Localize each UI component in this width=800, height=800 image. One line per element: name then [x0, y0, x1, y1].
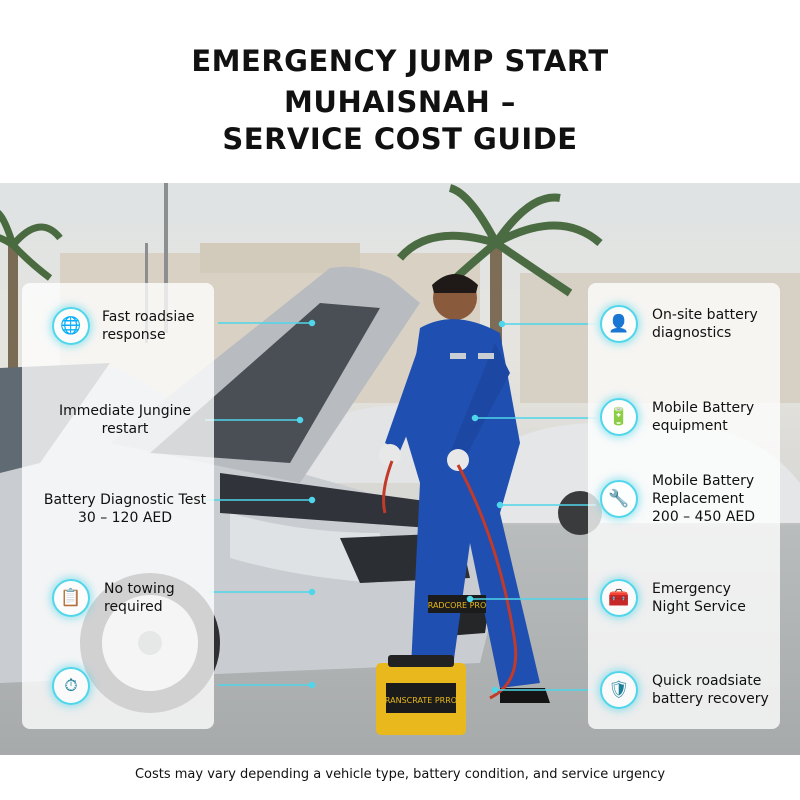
feature-label-line: Fast roadsiae	[102, 309, 195, 325]
feature-mobile-battery-equipment	[600, 398, 754, 436]
feature-onsite-battery-diagnostics	[600, 305, 758, 343]
feature-label-line: restart	[101, 421, 149, 437]
feature-fast-roadside-response	[52, 307, 194, 345]
feature-label-line: No towing	[104, 581, 175, 597]
feature-label-line: response	[102, 327, 166, 343]
clipboard-icon: 📋	[52, 579, 90, 617]
feature-label-line: Night Service	[652, 599, 746, 615]
charger-label: RANSCRATE PRRO	[384, 696, 458, 705]
footer	[0, 755, 800, 800]
page-title-line-3: SERVICE COST GUIDE	[222, 122, 578, 156]
wrench-icon: 🔧	[600, 480, 638, 518]
feature-immediate-engine-restart	[40, 402, 210, 438]
jump-start-scene	[0, 183, 800, 755]
feature-label-line: Quick roadsiate	[652, 673, 762, 689]
feature-clock	[52, 667, 90, 705]
feature-label-line: battery recovery	[652, 691, 769, 707]
shield-icon: 🛡	[600, 671, 638, 709]
feature-label-line: required	[104, 599, 163, 615]
feature-label-line: Mobile Battery	[652, 400, 755, 416]
technician-icon: 👤	[600, 305, 638, 343]
feature-battery-diagnostic-test	[30, 491, 220, 527]
page-title-line-2: MUHAISNAH –	[284, 85, 516, 119]
feature-label-line: On-site battery	[652, 307, 758, 323]
battery-equipment-icon: 🔋	[600, 398, 638, 436]
feature-label-line: Immediate Jungine	[58, 403, 192, 419]
globe-icon: 🌐	[52, 307, 90, 345]
toolbox-icon: 🧰	[600, 579, 638, 617]
feature-quick-roadside-battery-recovery	[600, 671, 769, 709]
feature-emergency-night-service	[600, 579, 746, 617]
feature-label-line: Battery Diagnostic Test	[43, 492, 207, 508]
jump-starter-box	[376, 655, 466, 735]
feature-label-line: diagnostics	[652, 325, 732, 341]
feature-no-towing-required	[52, 579, 175, 617]
feature-label-line: Replacement	[652, 491, 744, 507]
license-plate-text: RADCORE PRO	[427, 601, 487, 610]
feature-label-line: equipment	[652, 418, 728, 434]
title-block	[0, 0, 800, 183]
feature-label-line: Emergency	[652, 581, 731, 597]
feature-mobile-battery-replacement	[600, 472, 755, 526]
feature-label-line: Mobile Battery	[652, 473, 755, 489]
cost-disclaimer: Costs may vary depending a vehicle type, battery condition, and service urgency	[134, 767, 666, 782]
feature-price: 30 – 120 AED	[77, 510, 173, 526]
feature-price: 200 – 450 AED	[652, 509, 755, 525]
clock-icon: ⏱	[52, 667, 90, 705]
page-title-line-1: EMERGENCY JUMP START	[191, 44, 609, 78]
